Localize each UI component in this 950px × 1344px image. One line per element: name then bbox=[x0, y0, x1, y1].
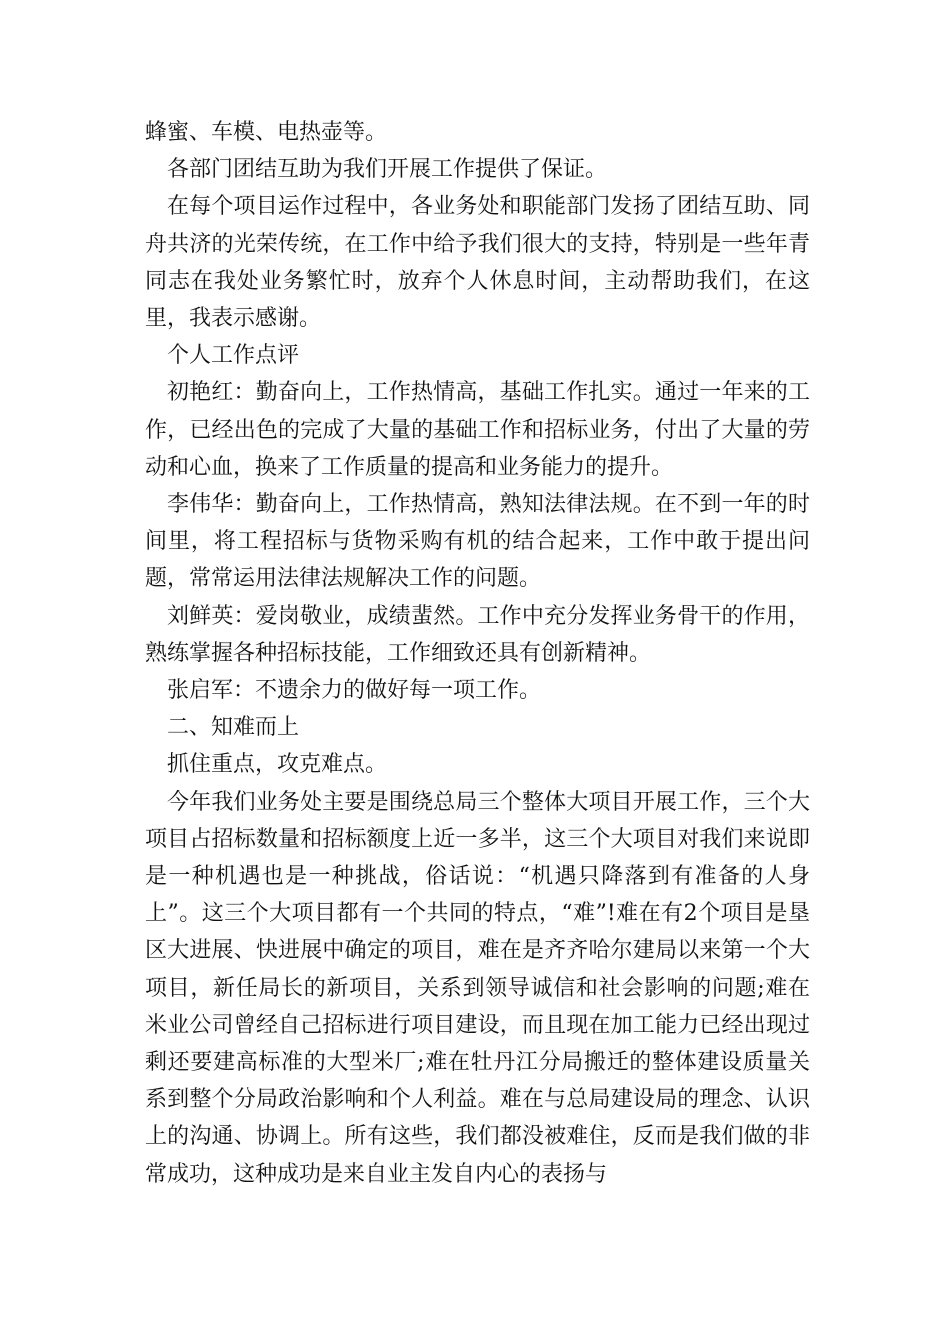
paragraph-continued: 蜂蜜、车模、电热壶等。 bbox=[145, 120, 388, 145]
paragraph-review-zhang: 张启军：不遗余力的做好每一项工作。 bbox=[167, 678, 542, 704]
paragraph-major-projects: 今年我们业务处主要是围绕总局三个整体大项目开展工作，三个大项目占招标数量和招标额度上近一多半，这三个大项目对我们来说即是一种机遇也是一种挑战，俗话说：“机遇只降落到有准备的人身上”。这三个大项目都有一个共同的特点，“难”!难在有2个项目是垦区大进展、快进展中确定的项目，难在是齐齐哈尔建局以来第一个大项目，新任局长的新项目，关系到领导诚信和社会影响的问题;难在米业公司曾经自己招标进行项目建设，而且现在加工能力已经出现过剩还要建高标准的大型米厂;难在牡丹江分局搬迁的整体建设质量关系到整个分局政治影响和个人利益。难在与总局建设局的理念、认识上的沟通、协调上。所有这些，我们都没被难住，反而是我们做的非常成功，这种成功是来自业主发自内心的表扬与 bbox=[145, 789, 810, 1187]
paragraph-subheading: 抓住重点，攻克难点。 bbox=[167, 752, 388, 778]
paragraph-review-heading: 个人工作点评 bbox=[167, 343, 300, 369]
paragraph-review-liu: 刘鲜英：爱岗敬业，成绩蜚然。工作中充分发挥业务骨干的作用，熟练掌握各种招标技能，工作细致还具有创新精神。 bbox=[145, 603, 810, 666]
paragraph-review-chu: 初艳红：勤奋向上，工作热情高，基础工作扎实。通过一年来的工作，已经出色的完成了大量的基础工作和招标业务，付出了大量的劳动和心血，换来了工作质量的提高和业务能力的提升。 bbox=[145, 380, 810, 480]
paragraph-chapter-two-heading: 二、知难而上 bbox=[167, 715, 300, 741]
paragraph-section-heading: 各部门团结互助为我们开展工作提供了保证。 bbox=[167, 157, 608, 183]
document-body bbox=[145, 114, 810, 1193]
paragraph-review-li: 李伟华：勤奋向上，工作热情高，熟知法律法规。在不到一年的时间里，将工程招标与货物采购有机的结合起来，工作中敢于提出问题，常常运用法律法规解决工作的问题。 bbox=[145, 492, 810, 592]
paragraph-department-support: 在每个项目运作过程中，各业务处和职能部门发扬了团结互助、同舟共济的光荣传统，在工作中给予我们很大的支持，特别是一些年青同志在我处业务繁忙时，放弃个人休息时间，主动帮助我们，在这里，我表示感谢。 bbox=[145, 194, 810, 332]
